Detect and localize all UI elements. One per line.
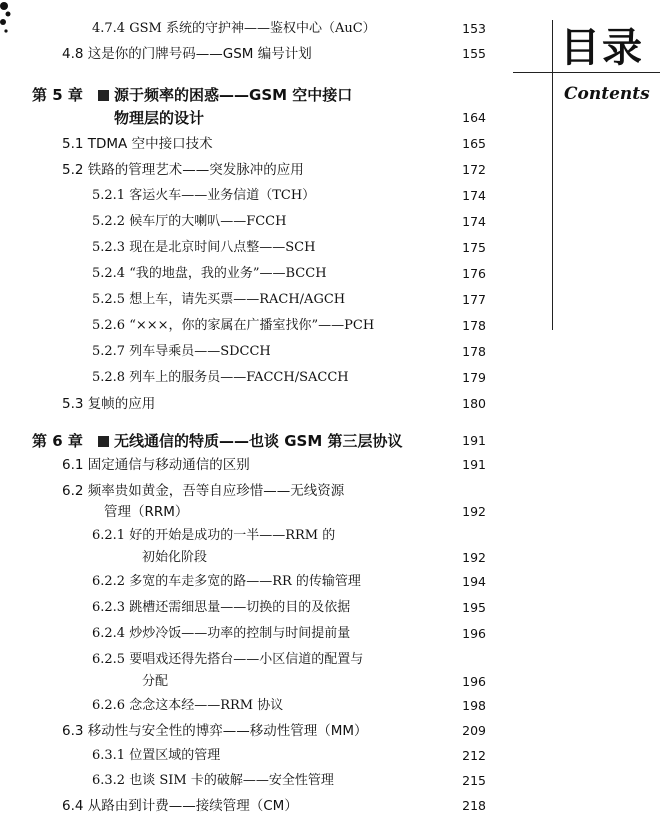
toc-entry[interactable] (0, 131, 500, 157)
toc-entry-cont (0, 499, 500, 525)
page-number: 172 (462, 162, 486, 177)
entry-title: 6.4 从路由到计费——接续管理（CM） (62, 798, 298, 814)
page-number: 192 (462, 504, 486, 519)
toc-entry[interactable] (0, 287, 500, 313)
toc-entry[interactable] (0, 16, 500, 42)
toc-entry-cont (0, 669, 500, 695)
chapter-heading-cont (0, 105, 500, 131)
toc-entry[interactable] (0, 452, 500, 478)
page-number: 180 (462, 396, 486, 411)
entry-title: 6.1 固定通信与移动通信的区别 (62, 457, 250, 473)
entry-title: 5.2.8 列车上的服务员——FACCH/SACCH (92, 370, 349, 385)
entry-title: 5.2 铁路的管理艺术——突发脉冲的应用 (62, 162, 304, 178)
toc-entry[interactable] (0, 313, 500, 339)
page-number: 179 (462, 370, 486, 385)
toc-entry[interactable] (0, 41, 500, 67)
toc-entry-cont (0, 545, 500, 571)
toc-entry[interactable] (0, 621, 500, 647)
chapter-bullet (94, 428, 113, 454)
entry-title: 5.2.3 现在是北京时间八点整——SCH (92, 240, 316, 255)
toc-entry[interactable] (0, 157, 500, 183)
toc-entry[interactable] (0, 595, 500, 621)
toc-entry[interactable] (0, 183, 500, 209)
toc-entry[interactable] (0, 768, 500, 794)
entry-title: 6.2.6 念念这本经——RRM 协议 (92, 698, 284, 713)
contents-subtitle: Contents (564, 84, 650, 104)
toc-entry[interactable] (0, 693, 500, 719)
entry-title: 5.1 TDMA 空中接口技术 (62, 136, 213, 152)
page-number: 178 (462, 318, 486, 333)
entry-title: 6.2 频率贵如黄金，吾等自应珍惜——无线资源 (62, 483, 345, 499)
page-number: 176 (462, 266, 486, 281)
entry-title: 6.3.2 也谈 SIM 卡的破解——安全性管理 (92, 773, 334, 788)
chapter-title-line2: 物理层的设计 (114, 109, 205, 127)
page-number: 215 (462, 773, 486, 788)
entry-title-line2: 分配 (142, 674, 169, 689)
entry-title: 5.2.4 “我的地盘，我的业务”——BCCH (92, 266, 327, 281)
toc-entry[interactable] (0, 235, 500, 261)
entry-title: 6.3.1 位置区域的管理 (92, 748, 221, 763)
page-number: 177 (462, 292, 486, 307)
page-edge-blot (0, 0, 16, 40)
page-number: 175 (462, 240, 486, 255)
chapter-title: 无线通信的特质——也谈 GSM 第三层协议 (114, 432, 403, 450)
page-number: 198 (462, 698, 486, 713)
chapter-label: 第 5 章 (32, 86, 83, 104)
page-number: 191 (462, 457, 486, 472)
entry-title: 5.2.5 想上车，请先买票——RACH/AGCH (92, 292, 346, 307)
toc-entry[interactable] (0, 793, 500, 819)
page-number: 155 (462, 46, 486, 61)
entry-title: 5.2.2 候车厅的大喇叭——FCCH (92, 214, 287, 229)
entry-title: 5.3 复帧的应用 (62, 396, 156, 412)
page-number: 218 (462, 798, 486, 813)
entry-title: 6.2.3 跳槽还需细思量——切换的目的及依据 (92, 600, 351, 615)
toc-entry[interactable] (0, 569, 500, 595)
page-number: 164 (462, 110, 486, 125)
page-number: 194 (462, 574, 486, 589)
page-number: 212 (462, 748, 486, 763)
page-number: 174 (462, 214, 486, 229)
entry-title: 6.3 移动性与安全性的博弈——移动性管理（MM） (62, 723, 368, 739)
chapter-heading[interactable] (0, 428, 500, 454)
page-number: 192 (462, 550, 486, 565)
chapter-title: 源于频率的困惑——GSM 空中接口 (114, 86, 353, 104)
entry-title: 6.2.4 炒炒冷饭——功率的控制与时间提前量 (92, 626, 351, 641)
entry-title: 6.2.5 要唱戏还得先搭台——小区信道的配置与 (92, 652, 364, 667)
vertical-rule (552, 20, 553, 330)
page-number: 209 (462, 723, 486, 738)
page-number: 165 (462, 136, 486, 151)
entry-title: 5.2.7 列车导乘员——SDCCH (92, 344, 271, 359)
toc-entry[interactable] (0, 743, 500, 769)
section-title-panel (510, 0, 662, 830)
toc-entry[interactable] (0, 718, 500, 744)
toc-entry[interactable] (0, 261, 500, 287)
page-number: 178 (462, 344, 486, 359)
page-number: 196 (462, 674, 486, 689)
entry-title: 6.2.1 好的开始是成功的一半——RRM 的 (92, 528, 336, 543)
page-number: 153 (462, 21, 486, 36)
toc-entry[interactable] (0, 365, 500, 391)
entry-title: 4.7.4 GSM 系统的守护神——鉴权中心（AuC） (92, 21, 376, 36)
page-number: 196 (462, 626, 486, 641)
entry-title: 6.2.2 多宽的车走多宽的路——RR 的传输管理 (92, 574, 361, 589)
entry-title: 4.8 这是你的门牌号码——GSM 编号计划 (62, 46, 312, 62)
entry-title-line2: 初始化阶段 (142, 550, 208, 565)
toc-entry[interactable] (0, 391, 500, 417)
entry-title: 5.2.6 “×××，你的家属在广播室找你”——PCH (92, 318, 375, 333)
entry-title: 5.2.1 客运火车——业务信道（TCH） (92, 188, 316, 203)
entry-title-line2: 管理（RRM） (104, 504, 189, 520)
page-number: 195 (462, 600, 486, 615)
toc-entry[interactable] (0, 339, 500, 365)
page-number: 174 (462, 188, 486, 203)
chapter-label: 第 6 章 (32, 432, 83, 450)
contents-title: 目录 (560, 25, 644, 71)
toc-entry[interactable] (0, 209, 500, 235)
page-number: 191 (462, 433, 486, 448)
